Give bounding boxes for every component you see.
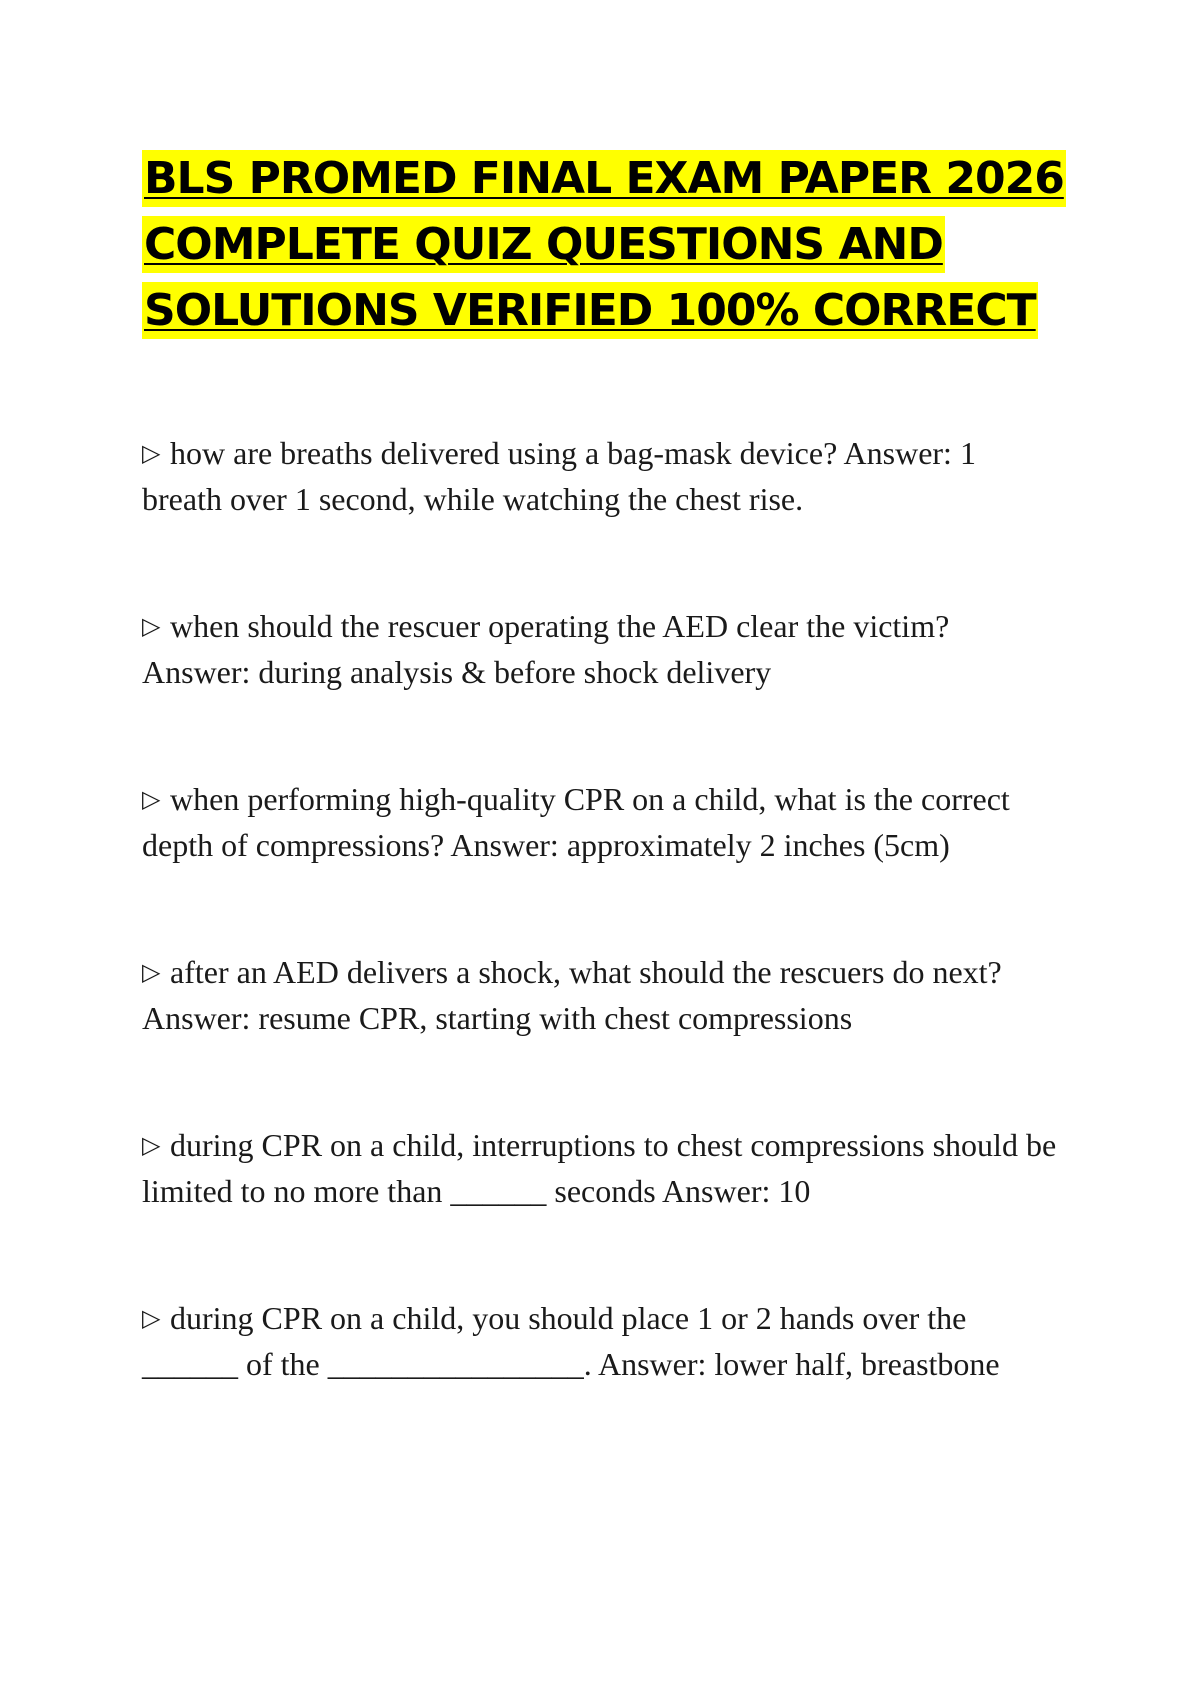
play-triangle-icon: ▷ [142,612,161,640]
title-line-3: SOLUTIONS VERIFIED 100% CORRECT [142,282,1038,339]
qa-text: during CPR on a child, interruptions to chest compressions should be limited to no more than ______ seconds Answer: 10 [142,1127,1057,1209]
qa-item [142,1122,1062,1214]
qa-list [142,430,1062,1468]
play-triangle-icon: ▷ [142,958,161,986]
qa-text: during CPR on a child, you should place 1 or 2 hands over the ______ of the ________________. Answer: lower half, breastbone [142,1300,1000,1382]
qa-item [142,603,1062,695]
qa-text: when performing high-quality CPR on a child, what is the correct depth of compressions? Answer: approximately 2 inches (5cm) [142,781,1010,863]
qa-text: after an AED delivers a shock, what should the rescuers do next? Answer: resume CPR, starting with chest compressions [142,954,1002,1036]
qa-text: when should the rescuer operating the AED clear the victim? Answer: during analysis & before shock delivery [142,608,950,690]
qa-item [142,430,1062,522]
qa-item [142,949,1062,1041]
play-triangle-icon: ▷ [142,1304,161,1332]
title-line-1: BLS PROMED FINAL EXAM PAPER 2026 [142,150,1066,207]
qa-item [142,1295,1062,1387]
title-line-2: COMPLETE QUIZ QUESTIONS AND [142,216,945,273]
qa-item [142,776,1062,868]
play-triangle-icon: ▷ [142,1131,161,1159]
play-triangle-icon: ▷ [142,785,161,813]
play-triangle-icon: ▷ [142,439,161,467]
qa-text: how are breaths delivered using a bag-mask device? Answer: 1 breath over 1 second, while watching the chest rise. [142,435,976,517]
document-title [142,150,1062,348]
